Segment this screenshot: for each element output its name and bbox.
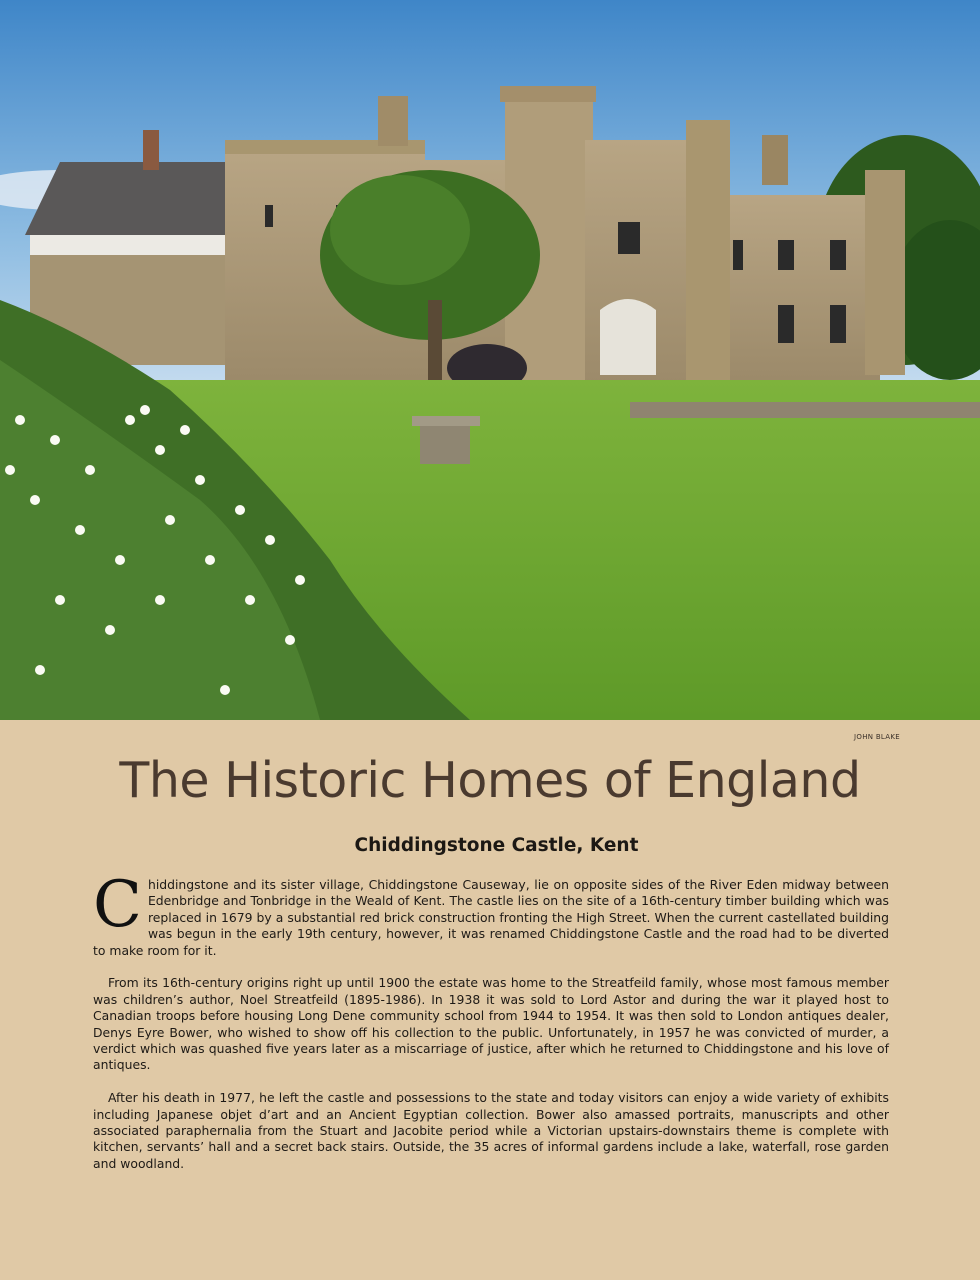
paragraph-2: From its 16th-century origins right up until 1900 the estate was home to the Streatfeild family, whose most famous member was children’s author, Noel Streatfeild (1895-1986). In 1938 it was sold to Lord Astor and during the war it played host to Canadian troops before housing Long Dene community school from 1944 to 1954. It was then sold to London antiques dealer, Denys Eyre Bower, who wished to show off his collection to the public. Unfortunately, in 1957 he was convicted of murder, a verdict which was quashed five years later as a miscarriage of justice, after which he returned to Chiddingstone and his love of antiques.	[93, 975, 889, 1073]
article-body	[93, 868, 889, 1189]
photo-credit: JOHN BLAKE	[854, 733, 900, 741]
paragraph-1-text: hiddingstone and its sister village, Chiddingstone Causeway, lie on opposite sides of the River Eden midway between Edenbridge and Tonbridge in the Weald of Kent. The castle lies on the site of a 16th-century timber building which was replaced in 1679 by a substantial red brick construction fronting the High Street. When the current castellated building was begun in the early 19th century, however, it was renamed Chiddingstone Castle and the road had to be diverted to make room for it.	[93, 877, 889, 958]
article-subtitle: Chiddingstone Castle, Kent	[354, 835, 639, 856]
dropcap: C	[93, 868, 142, 942]
paragraph-1	[93, 868, 889, 959]
paragraph-3: After his death in 1977, he left the castle and possessions to the state and today visitors can enjoy a wide variety of exhibits including Japanese objet d’art and an Ancient Egyptian collection. Bower also amassed portraits, manuscripts and other associated paraphernalia from the Stuart and Jacobite period while a Victorian upstairs-downstairs theme is complete with kitchen, servants’ hall and a secret back stairs. Outside, the 35 acres of informal gardens include a lake, waterfall, rose garden and woodland.	[93, 1090, 889, 1171]
page-title: The Historic Homes of England	[119, 752, 861, 809]
